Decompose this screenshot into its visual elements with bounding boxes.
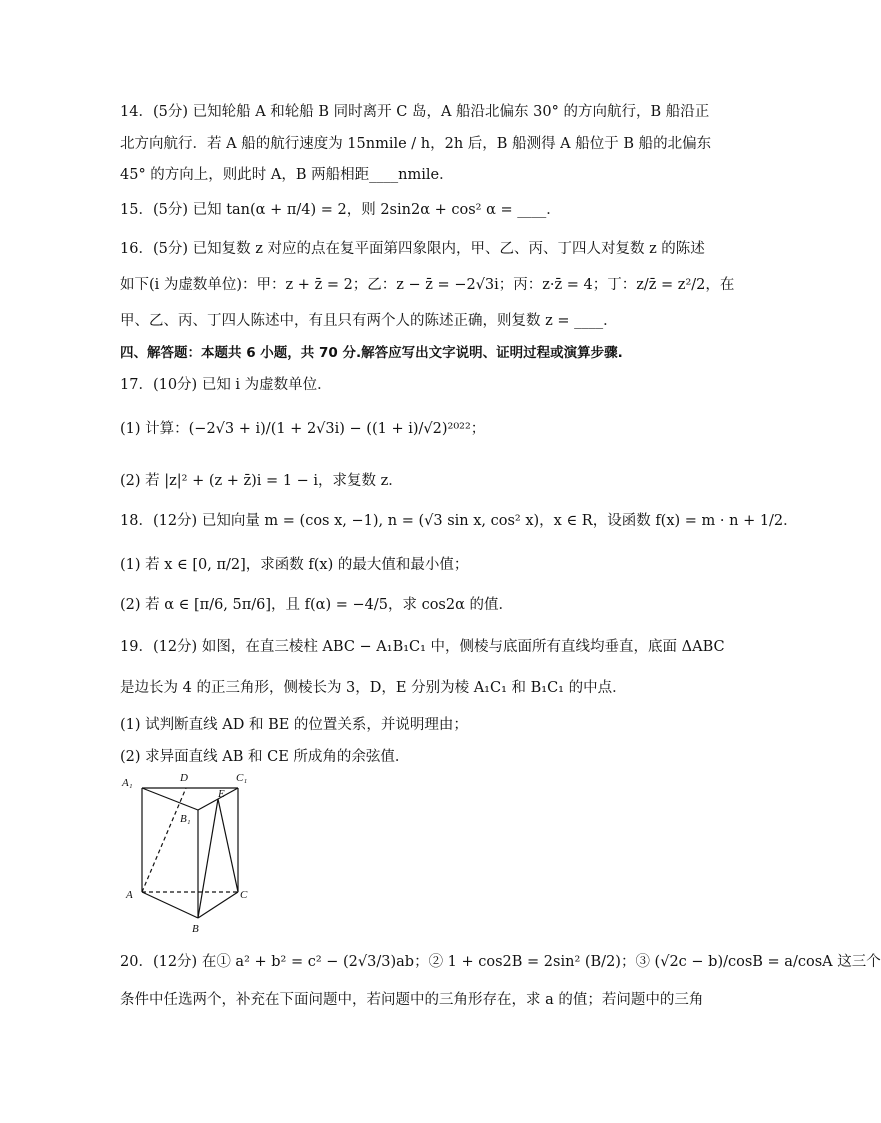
label-C: C	[240, 889, 248, 901]
q16-line-1: 16．(5分) 已知复数 z 对应的点在复平面第四象限内，甲、乙、丙、丁四人对复数 z 的陈述	[120, 241, 705, 257]
q14-line-1: 14．(5分) 已知轮船 A 和轮船 B 同时离开 C 岛，A 船沿北偏东 30° 的方向航行，B 船沿正	[120, 104, 710, 120]
prism-figure	[120, 770, 260, 940]
q17-part-2: (2) 若 |z|² + (z + z̄)i = 1 − i，求复数 z．	[120, 473, 403, 489]
label-B: B	[192, 923, 199, 935]
q15-line: 15．(5分) 已知 tan(α + π/4) = 2，则 2sin2α + cos² α = ____．	[120, 202, 561, 218]
label-A: A	[126, 889, 133, 901]
q18-line-1: 18．(12分) 已知向量 m = (cos x, −1), n = (√3 sin x, cos² x)，x ∈ R，设函数 f(x) = m · n + 1/2．	[120, 513, 798, 529]
prism-diagram	[120, 770, 260, 940]
q20-line-2: 条件中任选两个，补充在下面问题中，若问题中的三角形存在，求 a 的值；若问题中的三角	[120, 992, 704, 1008]
q18-part-1: (1) 若 x ∈ [0, π/2]，求函数 f(x) 的最大值和最小值；	[120, 557, 469, 573]
label-B1: B₁	[180, 813, 191, 825]
q19-line-1: 19．(12分) 如图，在直三棱柱 ABC − A₁B₁C₁ 中，侧棱与底面所有直线均垂直，底面 ΔABC	[120, 639, 725, 655]
label-A1: A₁	[122, 777, 133, 789]
q17-part-1: (1) 计算：(−2√3 + i)/(1 + 2√3i) − ((1 + i)/√2)²⁰²²；	[120, 421, 486, 437]
q19-part-1: (1) 试判断直线 AD 和 BE 的位置关系，并说明理由；	[120, 717, 468, 733]
q18-part-2: (2) 若 α ∈ [π/6, 5π/6]，且 f(α) = −4/5，求 cos2α 的值．	[120, 597, 514, 613]
q14-line-2: 北方向航行．若 A 船的航行速度为 15nmile / h，2h 后，B 船测得 A 船位于 B 船的北偏东	[120, 136, 712, 152]
label-D: D	[180, 772, 188, 784]
q16-line-3: 甲、乙、丙、丁四人陈述中，有且只有两个人的陈述正确，则复数 z = ____．	[120, 313, 618, 329]
q17-line-1: 17．(10分) 已知 i 为虚数单位．	[120, 377, 332, 393]
q14-line-3: 45° 的方向上，则此时 A，B 两船相距____nmile．	[120, 167, 454, 183]
section-4-heading: 四、解答题：本题共 6 小题，共 70 分.解答应写出文字说明、证明过程或演算步骤.	[120, 345, 623, 361]
q20-line-1: 20．(12分) 在① a² + b² = c² − (2√3/3)ab；② 1 + cos2B = 2sin² (B/2)；③ (√2c − b)/cosB = a/cosA 这三个	[120, 954, 881, 970]
label-C1: C₁	[236, 772, 248, 784]
q19-line-2: 是边长为 4 的正三角形，侧棱长为 3，D，E 分别为棱 A₁C₁ 和 B₁C₁ 的中点．	[120, 680, 627, 696]
q19-part-2: (2) 求异面直线 AB 和 CE 所成角的余弦值．	[120, 749, 410, 765]
q16-line-2: 如下(i 为虚数单位)：甲：z + z̄ = 2；乙：z − z̄ = −2√3i；丙：z·z̄ = 4；丁：z/z̄ = z²/2，在	[120, 277, 735, 293]
label-E: E	[218, 788, 225, 800]
